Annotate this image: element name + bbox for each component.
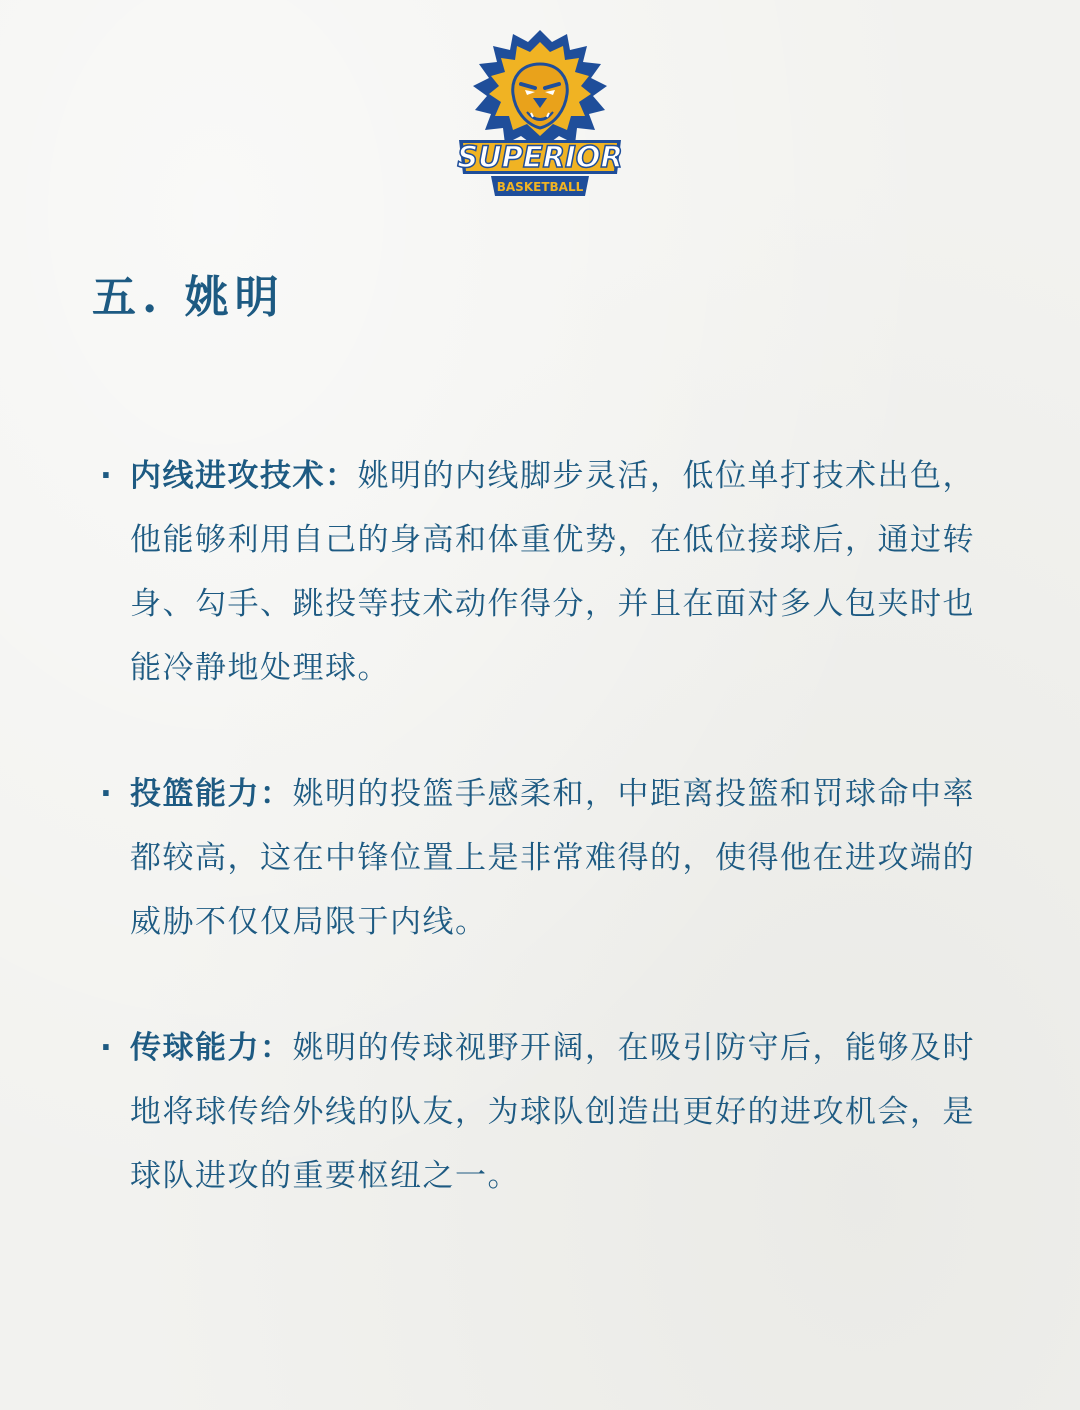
item-text: 姚明的传球视野开阔，在吸引防守后，能够及时地将球传给外线的队友，为球队创造出更好的进攻机会，是球队进攻的重要枢纽之一。 [130,1030,975,1194]
lion-icon [455,28,625,206]
logo-text-main: SUPERIOR [457,140,623,174]
item-label: 投篮能力： [130,776,293,812]
item-label: 内线进攻技术： [130,458,358,494]
bullet: · [100,776,114,812]
list-item [100,762,1000,954]
item-content [130,1016,1000,1208]
list-item [100,444,1000,700]
bullet: · [100,458,114,494]
list-item [100,1016,1000,1208]
bullet: · [100,1030,114,1066]
superior-basketball-logo [455,28,625,206]
item-content [130,762,1000,954]
item-text: 姚明的内线脚步灵活，低位单打技术出色，他能够利用自己的身高和体重优势，在低位接球后，通过转身、勾手、跳投等技术动作得分，并且在面对多人包夹时也能冷静地处理球。 [130,458,975,686]
item-text: 姚明的投篮手感柔和，中距离投篮和罚球命中率都较高，这在中锋位置上是非常难得的，使得他在进攻端的威胁不仅仅局限于内线。 [130,776,975,940]
section-title: 五. 姚明 [92,272,285,323]
item-label: 传球能力： [130,1030,293,1066]
logo-text-sub: BASKETBALL [496,180,584,194]
item-content [130,444,1000,700]
